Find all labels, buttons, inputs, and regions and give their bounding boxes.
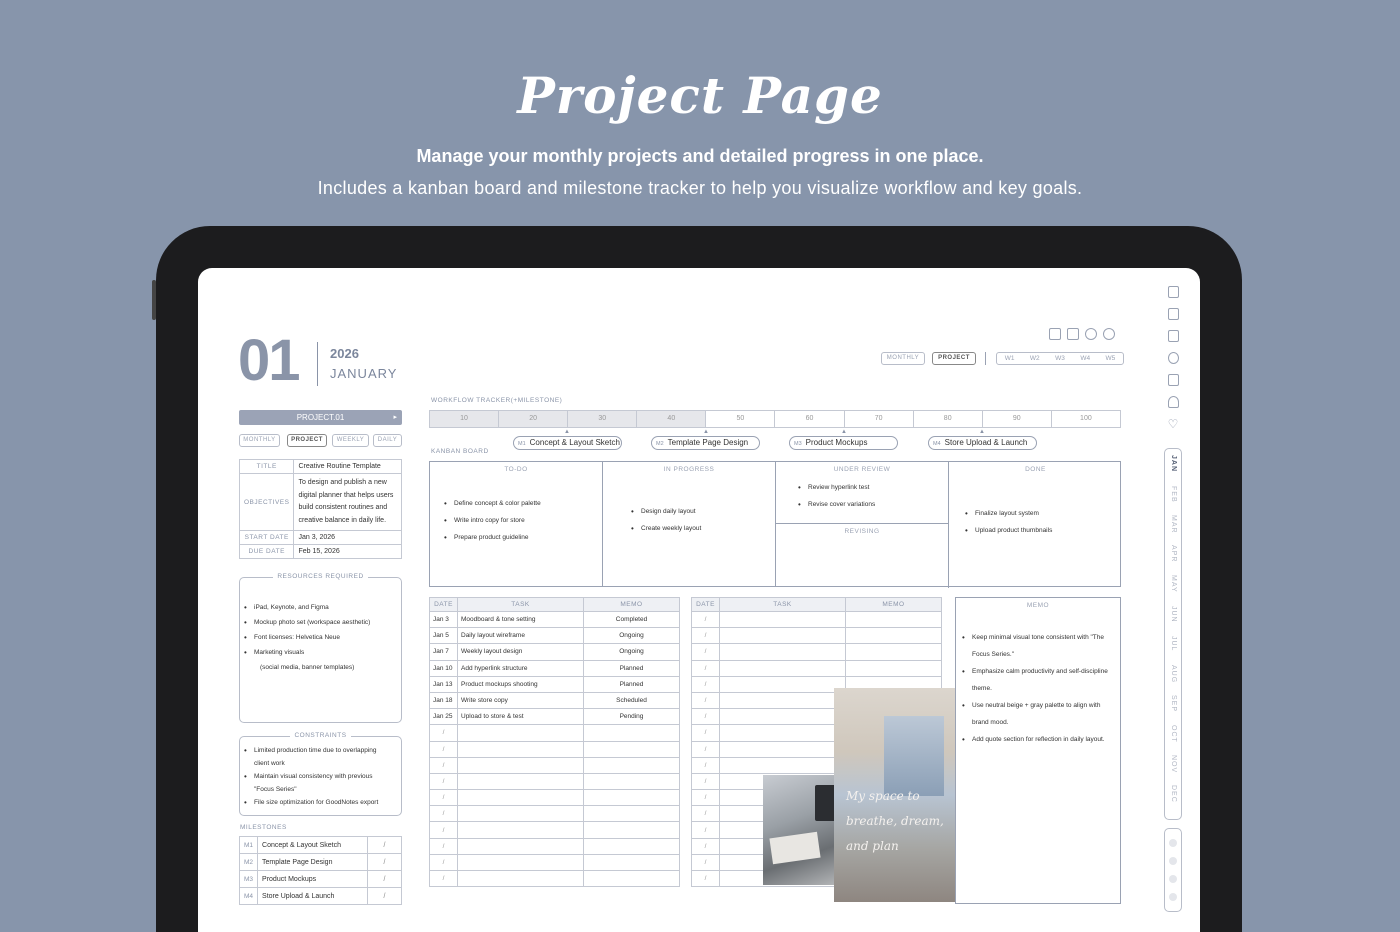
task-row[interactable] [430, 628, 680, 644]
task-memo [584, 854, 680, 870]
resources-title: RESOURCES REQUIRED [273, 573, 367, 580]
task-date: / [692, 628, 720, 644]
month-tab-mar[interactable]: MAR [1170, 514, 1177, 534]
resource-item: • iPad, Keynote, and Figma [244, 600, 401, 615]
tracker-milestone[interactable] [789, 436, 898, 450]
column-header-memo: MEMO [584, 598, 680, 612]
hero-description: Includes a kanban board and milestone tracker to help you visualize workflow and key goals. [317, 178, 1083, 198]
month-tab-feb[interactable]: FEB [1170, 485, 1177, 503]
task-date: / [692, 871, 720, 887]
target-icon[interactable] [1168, 352, 1179, 364]
task-date: / [430, 757, 458, 773]
milestones-table [239, 836, 402, 905]
task-date: / [692, 725, 720, 741]
notebook-icon[interactable] [1168, 286, 1179, 298]
heart-icon[interactable]: ♡ [1167, 417, 1179, 431]
milestone-mark[interactable]: / [368, 837, 402, 854]
month-tab-sep[interactable]: SEP [1170, 695, 1177, 713]
kanban-column-done[interactable] [949, 462, 1122, 586]
title-label: TITLE [240, 460, 294, 474]
tab-divider [985, 352, 986, 365]
month-tab-jul[interactable]: JUL [1170, 636, 1177, 652]
month-tab-jun[interactable]: JUN [1170, 605, 1177, 623]
task-memo: Scheduled [584, 692, 680, 708]
task-date: / [430, 790, 458, 806]
due-date-label: DUE DATE [240, 545, 294, 559]
milestone-name: Concept & Layout Sketch [529, 438, 620, 447]
tab-week-5[interactable]: W5 [1105, 355, 1116, 362]
resource-item: • Mockup photo set (workspace aesthetic) [244, 615, 401, 630]
tracker-step[interactable]: 30 [568, 411, 637, 427]
task-date: Jan 3 [430, 612, 458, 628]
milestone-id: M1 [518, 441, 526, 447]
task-date: / [692, 838, 720, 854]
task-memo [584, 806, 680, 822]
task-date: Jan 25 [430, 709, 458, 725]
window-photo [834, 688, 955, 902]
planner-screen [198, 268, 1200, 932]
task-name [458, 773, 584, 789]
task-name: Upload to store & test [458, 709, 584, 725]
month-tab-dec[interactable]: DEC [1170, 785, 1177, 803]
kanban-board [429, 461, 1121, 587]
task-name [720, 725, 846, 741]
constraints-box[interactable] [239, 732, 402, 816]
task-name: Product mockups shooting [458, 676, 584, 692]
tracker-step[interactable]: 90 [983, 411, 1052, 427]
task-name [458, 822, 584, 838]
task-row[interactable] [430, 692, 680, 708]
task-row[interactable] [430, 790, 680, 806]
triangle-up-icon: ▲ [979, 429, 985, 435]
task-name [720, 709, 846, 725]
task-memo [846, 644, 942, 660]
right-icon-nav [1163, 286, 1183, 440]
task-name: Moodboard & tone setting [458, 612, 584, 628]
task-name [720, 757, 846, 773]
task-row[interactable] [430, 644, 680, 660]
task-row[interactable] [692, 612, 942, 628]
task-memo: Ongoing [584, 644, 680, 660]
task-name [458, 871, 584, 887]
tracker-milestone[interactable] [513, 436, 622, 450]
task-memo: Pending [584, 709, 680, 725]
task-row[interactable] [430, 806, 680, 822]
milestone-name: Store Upload & Launch [944, 438, 1028, 447]
kanban-card[interactable]: • Upload product thumbnails [965, 522, 1122, 539]
milestone-name: Concept & Layout Sketch [258, 837, 368, 854]
task-date: / [430, 806, 458, 822]
globe-icon[interactable] [1085, 328, 1097, 340]
task-row[interactable] [430, 676, 680, 692]
resource-item: • Marketing visuals [244, 645, 401, 660]
milestone-mark[interactable]: / [368, 888, 402, 905]
constraint-item: • Maintain visual consistency with previous "Focus Series" [244, 770, 388, 796]
task-row[interactable] [430, 709, 680, 725]
project-tab-project[interactable]: PROJECT [287, 434, 327, 447]
tracker-milestone[interactable] [651, 436, 760, 450]
project-name: PROJECT.01 [296, 413, 345, 422]
task-date: / [692, 854, 720, 870]
month-label: JANUARY [330, 366, 398, 381]
nav-dot[interactable] [1169, 893, 1177, 901]
milestone-id: M3 [794, 441, 802, 447]
milestone-id: M1 [240, 837, 258, 854]
tracker-step[interactable]: 40 [637, 411, 706, 427]
task-date: Jan 10 [430, 660, 458, 676]
milestone-name: Product Mockups [258, 871, 368, 888]
milestone-id: M4 [933, 441, 941, 447]
kanban-card[interactable]: • Prepare product guideline [444, 529, 602, 546]
month-tab-oct[interactable]: OCT [1170, 725, 1177, 743]
task-date: / [430, 871, 458, 887]
briefcase-icon[interactable] [1067, 328, 1079, 340]
task-row[interactable] [430, 741, 680, 757]
task-date: / [692, 644, 720, 660]
kanban-label: KANBAN BOARD [431, 448, 489, 455]
task-date: / [692, 790, 720, 806]
resource-extra: (social media, banner templates) [260, 664, 355, 671]
project-tab-daily[interactable]: DAILY [373, 434, 402, 447]
task-memo [584, 741, 680, 757]
milestone-id: M4 [240, 888, 258, 905]
kanban-column-title: DONE [1025, 466, 1046, 473]
task-row[interactable] [430, 773, 680, 789]
column-header-date: DATE [692, 598, 720, 612]
triangle-up-icon: ▲ [703, 429, 709, 435]
top-icon-bar [1049, 328, 1115, 340]
kanban-column-title: REVISING [844, 528, 880, 535]
task-name [458, 741, 584, 757]
task-row[interactable] [692, 660, 942, 676]
year-label: 2026 [330, 346, 359, 361]
task-name [720, 660, 846, 676]
tab-monthly[interactable]: MONTHLY [881, 352, 925, 365]
project-tab-monthly[interactable]: MONTHLY [239, 434, 280, 447]
tab-project[interactable]: PROJECT [932, 352, 976, 365]
month-tab-apr[interactable]: APR [1170, 545, 1177, 563]
nav-dot[interactable] [1169, 839, 1177, 847]
task-date: / [692, 773, 720, 789]
task-name: Weekly layout design [458, 644, 584, 660]
task-date: / [430, 854, 458, 870]
tab-week-2[interactable]: W2 [1029, 355, 1040, 362]
task-name: Write store copy [458, 692, 584, 708]
kanban-column-todo[interactable] [430, 462, 603, 586]
task-memo [846, 612, 942, 628]
task-date: / [430, 838, 458, 854]
kanban-card[interactable]: • Create weekly layout [631, 520, 775, 537]
task-date: / [692, 709, 720, 725]
kanban-column-title: UNDER REVIEW [833, 466, 891, 473]
milestone-name: Product Mockups [805, 438, 868, 447]
task-date: Jan 7 [430, 644, 458, 660]
milestone-row[interactable] [240, 837, 402, 854]
task-row[interactable] [430, 838, 680, 854]
kanban-column-under-review[interactable] [776, 462, 949, 524]
kanban-card[interactable]: • Define concept & color palette [444, 495, 602, 512]
kanban-card[interactable]: • Design daily layout [631, 503, 775, 520]
task-row[interactable] [430, 612, 680, 628]
task-row[interactable] [430, 854, 680, 870]
header-divider [317, 342, 318, 386]
tab-week-4[interactable]: W4 [1080, 355, 1091, 362]
task-row[interactable] [430, 757, 680, 773]
start-date-label: START DATE [240, 531, 294, 545]
tab-week-1[interactable]: W1 [1004, 355, 1015, 362]
tracker-step[interactable]: 50 [706, 411, 775, 427]
tab-week-3[interactable]: W3 [1055, 355, 1065, 362]
project-tab-weekly[interactable]: WEEKLY [332, 434, 369, 447]
kanban-card[interactable]: • Revise cover variations [798, 496, 948, 513]
workflow-tracker[interactable] [429, 410, 1121, 428]
resource-item: • Font licenses: Helvetica Neue [244, 630, 401, 645]
resources-box[interactable] [239, 573, 402, 723]
task-date: Jan 13 [430, 676, 458, 692]
task-date: / [692, 741, 720, 757]
project-info-table [239, 459, 402, 559]
month-tab-nov[interactable]: NOV [1170, 754, 1177, 774]
task-date: Jan 5 [430, 628, 458, 644]
due-date-field[interactable]: Feb 15, 2026 [294, 545, 402, 559]
task-date: / [692, 806, 720, 822]
task-name [720, 692, 846, 708]
month-number: 01 [238, 328, 299, 393]
task-memo [584, 757, 680, 773]
column-header-task: TASK [458, 598, 584, 612]
person-icon[interactable] [1168, 396, 1179, 408]
start-date-field[interactable]: Jan 3, 2026 [294, 531, 402, 545]
task-row[interactable] [430, 871, 680, 887]
task-name [458, 838, 584, 854]
task-name [458, 790, 584, 806]
column-header-memo: MEMO [846, 598, 942, 612]
task-memo: Planned [584, 676, 680, 692]
task-row[interactable] [430, 660, 680, 676]
briefcase-icon[interactable] [1168, 374, 1179, 386]
milestone-name: Template Page Design [258, 854, 368, 871]
week-tabs [996, 352, 1124, 365]
task-row[interactable] [430, 822, 680, 838]
task-name [720, 676, 846, 692]
task-date: / [692, 660, 720, 676]
resources-list [240, 600, 401, 660]
title-field[interactable]: Creative Routine Template [294, 460, 402, 474]
task-date: / [692, 612, 720, 628]
milestone-row[interactable] [240, 854, 402, 871]
task-date: / [692, 676, 720, 692]
tracker-step[interactable]: 100 [1080, 415, 1092, 422]
tracker-step[interactable]: 60 [775, 411, 844, 427]
task-name [720, 628, 846, 644]
task-name [458, 854, 584, 870]
kanban-column-title: IN PROGRESS [663, 466, 715, 473]
grid-icon[interactable] [1168, 308, 1179, 320]
memo-item: • Keep minimal visual tone consistent with "The Focus Series." [962, 629, 1108, 663]
task-memo: Ongoing [584, 628, 680, 644]
constraints-title: CONSTRAINTS [290, 732, 350, 739]
milestone-mark[interactable]: / [368, 854, 402, 871]
month-tab-aug[interactable]: AUG [1170, 664, 1177, 684]
constraint-item: • Limited production time due to overlapping client work [244, 744, 388, 770]
tracker-milestone[interactable] [928, 436, 1037, 450]
tracker-label: WORKFLOW TRACKER(+MILESTONE) [431, 397, 563, 404]
task-name [720, 612, 846, 628]
settings-icon[interactable] [1103, 328, 1115, 340]
task-row[interactable] [692, 628, 942, 644]
objectives-field[interactable]: To design and publish a new digital planner that helps users build consistent routines and creative balance in daily life. [294, 474, 402, 531]
memo-box[interactable] [955, 597, 1121, 904]
task-name: Add hyperlink structure [458, 660, 584, 676]
task-name [720, 644, 846, 660]
memo-title: MEMO [1026, 602, 1050, 609]
memo-item: • Add quote section for reflection in daily layout. [962, 731, 1108, 748]
page-dots-nav [1164, 828, 1182, 912]
memo-item: • Use neutral beige + gray palette to align with brand mood. [962, 697, 1108, 731]
tracker-step[interactable]: 20 [499, 411, 568, 427]
task-date: / [692, 822, 720, 838]
milestone-name: Store Upload & Launch [258, 888, 368, 905]
photo-caption: My space to breathe, dream, and plan [846, 789, 944, 853]
milestone-name: Template Page Design [667, 438, 749, 447]
task-row[interactable] [692, 644, 942, 660]
task-date: / [430, 773, 458, 789]
hero-title: Project Page [517, 66, 883, 125]
triangle-up-icon: ▲ [841, 429, 847, 435]
milestone-id: M2 [656, 441, 664, 447]
memo-item: • Emphasize calm productivity and self-discipline theme. [962, 663, 1108, 697]
task-name [458, 725, 584, 741]
kanban-card[interactable]: • Write intro copy for store [444, 512, 602, 529]
task-memo: Planned [584, 660, 680, 676]
task-date: / [430, 741, 458, 757]
constraint-item: • File size optimization for GoodNotes export [244, 796, 388, 809]
month-tab-may[interactable]: MAY [1170, 575, 1177, 593]
milestone-id: M2 [240, 854, 258, 871]
task-date: / [692, 757, 720, 773]
calendar-icon[interactable] [1049, 328, 1061, 340]
task-row[interactable] [430, 725, 680, 741]
task-name [720, 741, 846, 757]
milestone-row[interactable] [240, 888, 402, 905]
task-date: Jan 18 [430, 692, 458, 708]
constraints-list [240, 744, 388, 809]
tracker-step[interactable]: 10 [430, 411, 499, 427]
task-memo [846, 628, 942, 644]
task-memo [584, 822, 680, 838]
project-name-bar[interactable] [239, 410, 402, 425]
calendar-icon[interactable] [1168, 330, 1179, 342]
empty-rows [430, 725, 680, 887]
month-nav [1164, 448, 1182, 820]
chevron-right-icon: ▸ [393, 414, 397, 421]
column-header-task: TASK [720, 598, 846, 612]
milestone-id: M3 [240, 871, 258, 888]
desk-photo [763, 775, 841, 885]
hero-subtitle: Manage your monthly projects and detailed progress in one place. [416, 146, 984, 166]
task-name: Daily layout wireframe [458, 628, 584, 644]
milestones-title: MILESTONES [240, 824, 287, 831]
milestone-row[interactable] [240, 871, 402, 888]
task-date: / [692, 692, 720, 708]
kanban-column-in-progress[interactable] [603, 462, 776, 586]
task-memo: Completed [584, 612, 680, 628]
objectives-label: OBJECTIVES [240, 474, 294, 531]
task-name [458, 806, 584, 822]
tracker-step[interactable]: 70 [845, 411, 914, 427]
task-memo [584, 838, 680, 854]
tracker-step[interactable]: 80 [914, 411, 983, 427]
task-date: / [430, 822, 458, 838]
task-table [429, 597, 680, 887]
task-memo [584, 790, 680, 806]
book-shape [769, 832, 820, 864]
month-tab-jan[interactable]: JAN [1170, 455, 1177, 473]
kanban-card[interactable]: • Finalize layout system [965, 505, 1122, 522]
nav-dot[interactable] [1169, 857, 1177, 865]
column-header-date: DATE [430, 598, 458, 612]
triangle-up-icon: ▲ [564, 429, 570, 435]
task-date: / [430, 725, 458, 741]
task-memo [846, 660, 942, 676]
nav-dot[interactable] [1169, 875, 1177, 883]
kanban-column-title: TO-DO [504, 466, 528, 473]
task-name [458, 757, 584, 773]
milestone-mark[interactable]: / [368, 871, 402, 888]
kanban-card[interactable]: • Review hyperlink test [798, 479, 948, 496]
task-memo [584, 871, 680, 887]
kanban-column-revising[interactable] [776, 524, 949, 588]
task-memo [584, 773, 680, 789]
task-memo [584, 725, 680, 741]
